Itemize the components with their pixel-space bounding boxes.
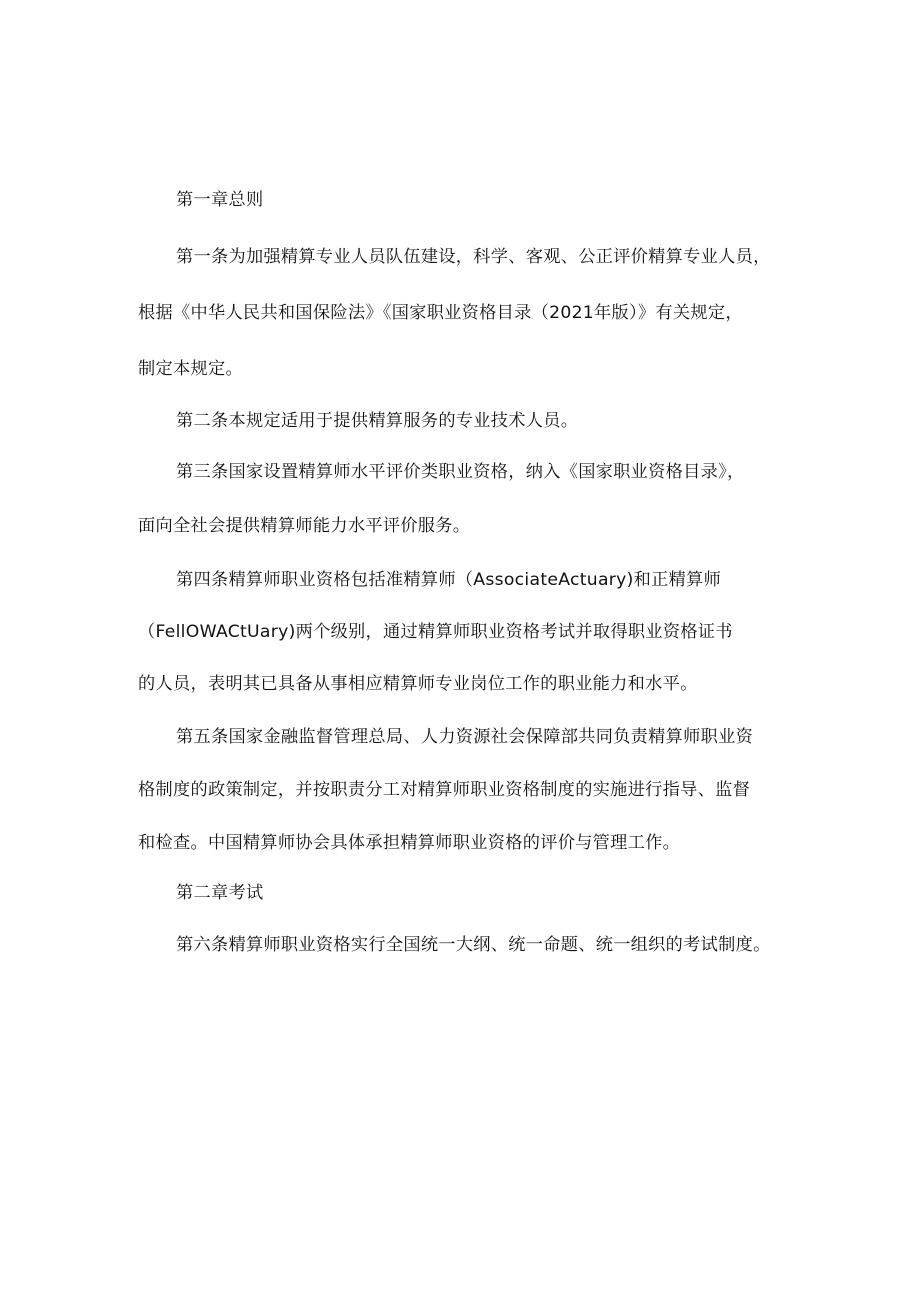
article-1-line-2: 根据《中华人民共和国保险法》《国家职业资格目录（2021年版）》有关规定， [138,303,743,323]
article-4-line-2: （FellOWACtUary)两个级别，通过精算师职业资格考试并取得职业资格证书 [138,622,733,642]
article-1-line-1: 第一条为加强精算专业人员队伍建设，科学、客观、公正评价精算专业人员， [176,247,771,267]
article-3-line-2: 面向全社会提供精算师能力水平评价服务。 [138,516,471,536]
article-1-line-3: 制定本规定。 [138,359,243,379]
article-5-line-2: 格制度的政策制定，并按职责分工对精算师职业资格制度的实施进行指导、监督 [138,780,751,800]
article-4-line-3: 的人员，表明其已具备从事相应精算师专业岗位工作的职业能力和水平。 [138,674,698,694]
article-5-line-1: 第五条国家金融监督管理总局、人力资源社会保障部共同负责精算师职业资 [176,727,754,747]
article-4-line-1: 第四条精算师职业资格包括准精算师（AssociateActuary)和正精算师 [176,570,722,590]
article-2-line-1: 第二条本规定适用于提供精算服务的专业技术人员。 [176,411,579,431]
article-3-line-1: 第三条国家设置精算师水平评价类职业资格，纳入《国家职业资格目录》， [176,462,745,482]
article-6-line-1: 第六条精算师职业资格实行全国统一大纲、统一命题、统一组织的考试制度。 [176,935,771,955]
article-5-line-3: 和检查。中国精算师协会具体承担精算师职业资格的评价与管理工作。 [138,833,681,853]
chapter-2-title: 第二章考试 [176,883,264,903]
chapter-1-title: 第一章总则 [176,190,264,210]
